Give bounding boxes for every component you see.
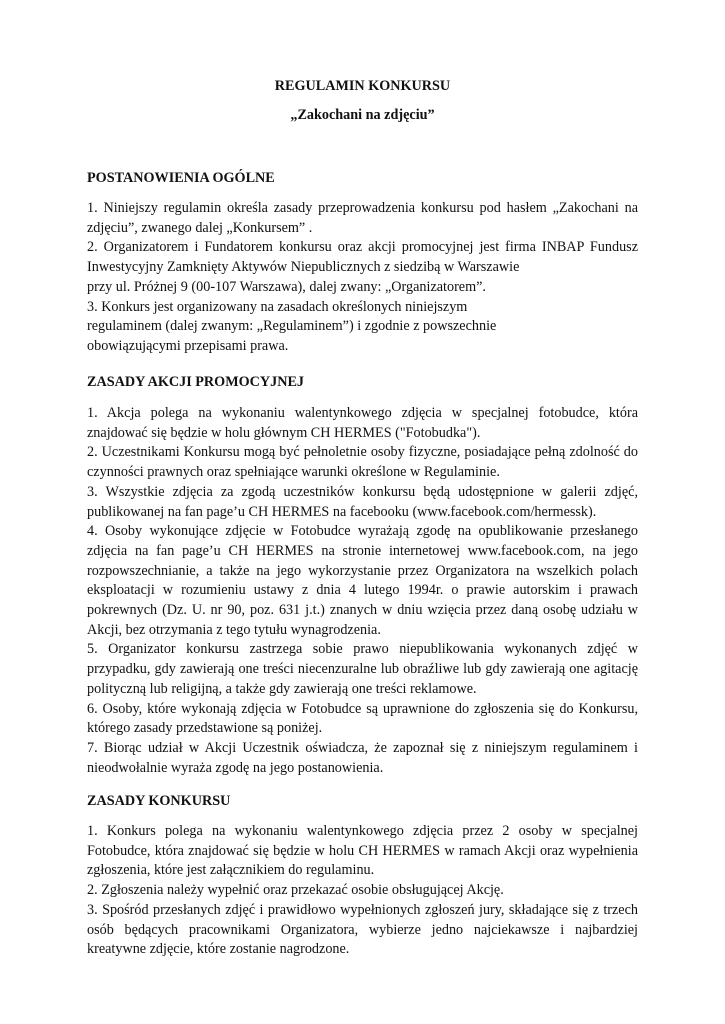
paragraph: 5. Organizator konkursu zastrzega sobie prawo niepublikowania wykonanych zdjęć w przypadku, gdy zawierają one treści niecenzuralne lub obraźliwe lub gdy zawierają one agitację polityczną lub religijną, a także gdy zawierają one treści reklamowe.	[87, 641, 638, 697]
paragraph: regulaminem (dalej zwanym: „Regulaminem”) i zgodnie z powszechnie	[87, 318, 497, 335]
section-body-promo	[87, 404, 638, 778]
paragraph: 1. Akcja polega na wykonaniu walentynkowego zdjęcia w specjalnej fotobudce, która znajdować się będzie w holu głównym CH HERMES ("Fotobudka").	[87, 405, 638, 441]
paragraph: 3. Spośród przesłanych zdjęć i prawidłowo wypełnionych zgłoszeń jury, składające się z trzech osób będących pracownikami Organizatora, wybierze jedno najciekawsze i najbardziej kreatywne zdjęcie, które zostanie nagrodzone.	[87, 901, 638, 958]
section-body-general	[87, 199, 638, 357]
paragraph: obowiązującymi przepisami prawa.	[87, 337, 289, 354]
paragraph: 4. Osoby wykonujące zdjęcie w Fotobudce wyrażają zgodę na opublikowanie przesłanego zdjęcia na fan page’u CH HERMES na stronie internetowej www.facebook.com, na jego rozpowszechnianie, a także na jego wykorzystanie przez Organizatora na wszelkich polach eksploatacji w rozumieniu ustawy z dnia 4 lutego 1994r. o prawie autorskim i prawach pokrewnych (Dz. U. nr 90, poz. 631 j.t.) znanych w dniu wzięcia przez daną osobę udziału w Akcji, bez otrzymania z tego tytułu wynagrodzenia.	[87, 523, 638, 638]
section-heading-contest: ZASADY KONKURSU	[87, 793, 231, 809]
paragraph: 1. Niniejszy regulamin określa zasady przeprowadzenia konkursu pod hasłem „Zakochani na zdjęciu”, zwanego dalej „Konkursem” .	[87, 200, 638, 236]
section-heading-general: POSTANOWIENIA OGÓLNE	[87, 170, 275, 186]
paragraph: przy ul. Próżnej 9 (00-107 Warszawa), dalej zwany: „Organizatorem”.	[87, 278, 486, 295]
paragraph: 3. Konkurs jest organizowany na zasadach określonych niniejszym	[87, 298, 468, 315]
document-subtitle: „Zakochani na zdjęciu”	[290, 107, 435, 123]
paragraph: 3. Wszystkie zdjęcia za zgodą uczestników konkursu będą udostępnione w galerii zdjęć, publikowanej na fan page’u CH HERMES na facebooku (www.facebook.com/hermessk).	[87, 483, 638, 520]
paragraph: 2. Uczestnikami Konkursu mogą być pełnoletnie osoby fizyczne, posiadające pełną zdolność do czynności prawnych oraz spełniające warunki określone w Regulaminie.	[87, 444, 638, 481]
paragraph: 6. Osoby, które wykonają zdjęcia w Fotobudce są uprawnione do zgłoszenia się do Konkursu, którego zasady przedstawione są poniżej.	[87, 700, 638, 737]
document-title: REGULAMIN KONKURSU	[274, 78, 451, 94]
section-heading-promo: ZASADY AKCJI PROMOCYJNEJ	[87, 374, 305, 390]
paragraph: 2. Zgłoszenia należy wypełnić oraz przekazać osobie obsługującej Akcję.	[87, 882, 504, 899]
paragraph: 7. Biorąc udział w Akcji Uczestnik oświadcza, że zapoznał się z niniejszym regulaminem i nieodwołalnie wyraża zgodę na jego postanowienia.	[87, 739, 638, 776]
paragraph: 2. Organizatorem i Fundatorem konkursu oraz akcji promocyjnej jest firma INBAP Fundusz Inwestycyjny Zamknięty Aktywów Niepublicznych z siedzibą w Warszawie	[87, 239, 638, 276]
section-body-contest	[87, 822, 638, 960]
paragraph: 1. Konkurs polega na wykonaniu walentynkowego zdjęcia przez 2 osoby w specjalnej Fotobudce, która znajdować się będzie w holu CH HERMES w ramach Akcji oraz wypełnienia zgłoszenia, które jest załącznikiem do regulaminu.	[87, 823, 638, 879]
